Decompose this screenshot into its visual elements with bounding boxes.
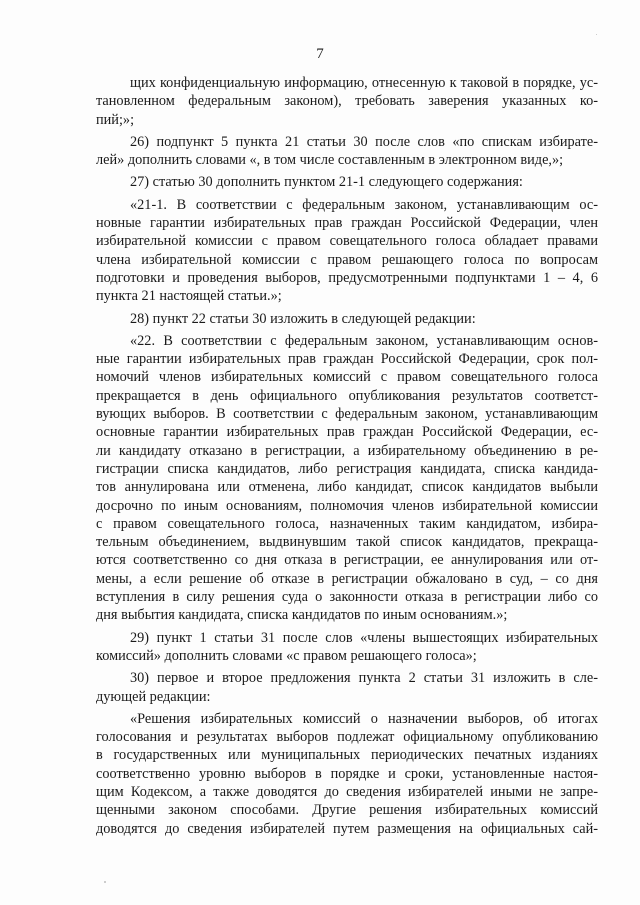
scan-speck: [596, 34, 597, 35]
text-line: 26) подпункт 5 пункта 21 статьи 30 после слов «по спискам избирате-: [130, 133, 598, 150]
text-line: щенными законом способами. Другие решения избирательных комиссий: [96, 802, 598, 819]
paragraph-p6: [96, 332, 598, 625]
text-line: вступления в силу решения суда о законности отказа в регистрации либо со: [96, 589, 598, 606]
text-line: пий;»;: [96, 111, 135, 128]
text-line: доводятся до сведения избирателей путем размещения на официальных сай-: [96, 820, 598, 837]
text-line: гистрации списка кандидатов, либо регистрация кандидата, списка кандида-: [96, 460, 598, 477]
paragraph-p5: [96, 310, 598, 328]
paragraph-p1: [96, 74, 598, 129]
text-line: дующей редакции:: [96, 688, 211, 705]
text-line: дня выбытия кандидата, списка кандидатов по иным основаниям.»;: [96, 607, 508, 624]
text-line: вующих выборов. В соответствии с федеральным законом, устанавливающим: [96, 406, 598, 423]
text-line: 29) пункт 1 статьи 31 после слов «члены вышестоящих избирательных: [130, 629, 598, 646]
text-line: ли кандидату отказано в регистрации, а избирательному объединению в ре-: [96, 442, 598, 459]
text-line: тановленном федеральным законом), требовать заверения указанных ко-: [96, 93, 598, 110]
text-line: досрочно по иным основаниям, полномочия членов избирательной комиссии: [96, 497, 598, 514]
text-line: подготовки и проведения выборов, предусмотренными подпунктами 1 – 4, 6: [96, 269, 598, 286]
text-line: «Решения избирательных комиссий о назначении выборов, об итогах: [130, 710, 598, 727]
text-line: «22. В соответствии с федеральным законом, устанавливающим основ-: [130, 332, 598, 349]
text-line: 27) статью 30 дополнить пунктом 21-1 следующего содержания:: [130, 174, 523, 191]
text-line: ные гарантии избирательных прав граждан Российской Федерации, срок пол-: [96, 351, 598, 368]
document-body: [96, 74, 598, 838]
text-line: голосования и результатах выборов подлежат официальному опубликованию: [96, 729, 598, 746]
text-line: щих конфиденциальную информацию, отнесенную к таковой в порядке, ус-: [130, 75, 598, 91]
text-line: «21-1. В соответствии с федеральным законом, устанавливающим ос-: [130, 196, 598, 213]
scan-speck: [104, 881, 106, 883]
text-line: 30) первое и второе предложения пункта 2 статьи 31 изложить в сле-: [130, 670, 598, 687]
text-line: ются соответственно со дня отказа в регистрации, ее аннулирования или от-: [96, 552, 598, 569]
text-line: тов аннулирована или отменена, либо кандидат, список кандидатов выбыли: [96, 479, 598, 496]
text-line: основные гарантии избирательных прав граждан Российской Федерации, ес-: [96, 424, 598, 441]
text-line: комиссий» дополнить словами «с правом решающего голоса»;: [96, 647, 477, 664]
text-line: щим Кодексом, а также доводятся до сведения избирателей иными не запре-: [96, 783, 598, 800]
text-line: прекращается в день официального опубликования результатов соответст-: [96, 387, 598, 404]
text-line: номочий членов избирательных комиссий с правом совещательного голоса: [96, 369, 598, 386]
text-line: новные гарантии избирательных прав граждан Российской Федерации, член: [96, 215, 598, 232]
page-number: 7: [316, 46, 324, 62]
paragraph-p4: [96, 196, 598, 306]
text-line: члена избирательной комиссии с правом решающего голоса по вопросам: [96, 251, 598, 268]
paragraph-p9: [96, 710, 598, 838]
paragraph-p3: [96, 173, 598, 191]
text-line: с правом совещательного голоса, назначенных таким кандидатом, избира-: [96, 515, 598, 532]
paragraph-p7: [96, 629, 598, 666]
text-line: тельным объединением, выдвинувшим такой список кандидатов, прекраща-: [96, 534, 598, 551]
text-line: мены, а если решение об отказе в регистрации обжаловано в суд, – со дня: [96, 570, 598, 587]
text-line: 28) пункт 22 статьи 30 изложить в следующей редакции:: [130, 310, 476, 327]
text-line: пункта 21 настоящей статьи.»;: [96, 288, 282, 305]
paragraph-p8: [96, 669, 598, 706]
text-line: избирательной комиссии с правом совещательного голоса обладает правами: [96, 233, 598, 250]
text-line: в государственных или муниципальных периодических печатных изданиях: [96, 747, 598, 764]
paragraph-p2: [96, 133, 598, 170]
text-line: соответственно уровню выборов в порядке и сроки, установленные настоя-: [96, 765, 598, 782]
text-line: лей» дополнить словами «, в том числе составленным в электронном виде,»;: [96, 152, 564, 169]
